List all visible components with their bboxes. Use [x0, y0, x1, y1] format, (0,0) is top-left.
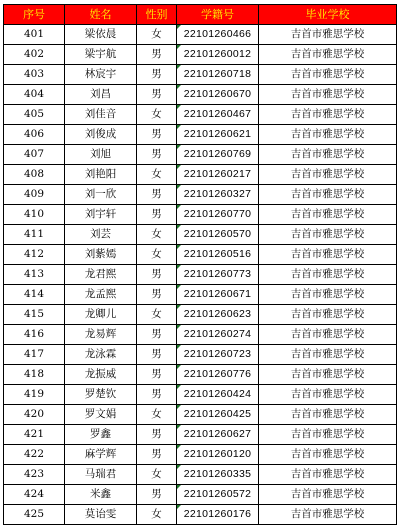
student-roster-table [3, 4, 397, 525]
cell-school: 吉首市雅思学校 [259, 85, 397, 105]
table-row [4, 325, 397, 345]
table-row [4, 305, 397, 325]
cell-gender: 男 [137, 365, 177, 385]
cell-gender: 男 [137, 65, 177, 85]
cell-name: 刘宇轩 [65, 205, 137, 225]
table-row [4, 225, 397, 245]
cell-student-id: 22101260670 [177, 85, 259, 105]
cell-gender: 男 [137, 345, 177, 365]
cell-school: 吉首市雅思学校 [259, 325, 397, 345]
cell-school: 吉首市雅思学校 [259, 505, 397, 525]
header-student-id: 学籍号 [177, 5, 259, 25]
cell-name: 罗楚钦 [65, 385, 137, 405]
cell-student-id: 22101260769 [177, 145, 259, 165]
table-row [4, 345, 397, 365]
cell-student-id: 22101260176 [177, 505, 259, 525]
cell-name: 林宸宇 [65, 65, 137, 85]
cell-seq: 403 [4, 65, 65, 85]
cell-school: 吉首市雅思学校 [259, 105, 397, 125]
cell-seq: 423 [4, 465, 65, 485]
table-row [4, 465, 397, 485]
cell-school: 吉首市雅思学校 [259, 405, 397, 425]
cell-seq: 421 [4, 425, 65, 445]
cell-name: 刘佳音 [65, 105, 137, 125]
cell-school: 吉首市雅思学校 [259, 465, 397, 485]
cell-name: 米鑫 [65, 485, 137, 505]
cell-student-id: 22101260335 [177, 465, 259, 485]
cell-gender: 男 [137, 205, 177, 225]
table-row [4, 505, 397, 525]
cell-seq: 408 [4, 165, 65, 185]
cell-gender: 男 [137, 265, 177, 285]
cell-seq: 418 [4, 365, 65, 385]
cell-name: 龙易辉 [65, 325, 137, 345]
table-row [4, 185, 397, 205]
cell-name: 龙振威 [65, 365, 137, 385]
cell-gender: 女 [137, 465, 177, 485]
cell-name: 刘芸 [65, 225, 137, 245]
cell-student-id: 22101260570 [177, 225, 259, 245]
cell-seq: 410 [4, 205, 65, 225]
cell-gender: 男 [137, 145, 177, 165]
table-row [4, 485, 397, 505]
cell-school: 吉首市雅思学校 [259, 145, 397, 165]
cell-school: 吉首市雅思学校 [259, 205, 397, 225]
table-row [4, 45, 397, 65]
table-row [4, 205, 397, 225]
cell-seq: 422 [4, 445, 65, 465]
cell-seq: 409 [4, 185, 65, 205]
cell-seq: 406 [4, 125, 65, 145]
cell-name: 麻学辉 [65, 445, 137, 465]
cell-seq: 415 [4, 305, 65, 325]
cell-name: 莫诒雯 [65, 505, 137, 525]
cell-school: 吉首市雅思学校 [259, 365, 397, 385]
cell-student-id: 22101260718 [177, 65, 259, 85]
cell-student-id: 22101260467 [177, 105, 259, 125]
cell-student-id: 22101260572 [177, 485, 259, 505]
cell-seq: 417 [4, 345, 65, 365]
cell-seq: 414 [4, 285, 65, 305]
cell-gender: 男 [137, 485, 177, 505]
cell-student-id: 22101260327 [177, 185, 259, 205]
cell-seq: 424 [4, 485, 65, 505]
cell-student-id: 22101260776 [177, 365, 259, 385]
header-gender: 性别 [137, 5, 177, 25]
cell-school: 吉首市雅思学校 [259, 25, 397, 45]
table-row [4, 85, 397, 105]
cell-gender: 女 [137, 505, 177, 525]
cell-seq: 405 [4, 105, 65, 125]
cell-student-id: 22101260425 [177, 405, 259, 425]
table-row [4, 125, 397, 145]
cell-seq: 416 [4, 325, 65, 345]
header-seq: 序号 [4, 5, 65, 25]
cell-student-id: 22101260516 [177, 245, 259, 265]
cell-student-id: 22101260627 [177, 425, 259, 445]
cell-gender: 男 [137, 325, 177, 345]
cell-name: 罗鑫 [65, 425, 137, 445]
cell-seq: 411 [4, 225, 65, 245]
cell-school: 吉首市雅思学校 [259, 385, 397, 405]
header-row [4, 5, 397, 25]
cell-school: 吉首市雅思学校 [259, 265, 397, 285]
table-row [4, 245, 397, 265]
cell-name: 刘一欣 [65, 185, 137, 205]
cell-gender: 男 [137, 425, 177, 445]
cell-school: 吉首市雅思学校 [259, 125, 397, 145]
cell-student-id: 22101260217 [177, 165, 259, 185]
cell-name: 龙泳霖 [65, 345, 137, 365]
cell-school: 吉首市雅思学校 [259, 165, 397, 185]
cell-name: 刘旭 [65, 145, 137, 165]
cell-seq: 413 [4, 265, 65, 285]
header-school: 毕业学校 [259, 5, 397, 25]
cell-gender: 女 [137, 405, 177, 425]
cell-gender: 男 [137, 45, 177, 65]
cell-student-id: 22101260671 [177, 285, 259, 305]
cell-name: 马瑞君 [65, 465, 137, 485]
cell-school: 吉首市雅思学校 [259, 45, 397, 65]
cell-student-id: 22101260770 [177, 205, 259, 225]
cell-student-id: 22101260424 [177, 385, 259, 405]
table-row [4, 145, 397, 165]
cell-school: 吉首市雅思学校 [259, 225, 397, 245]
header-name: 姓名 [65, 5, 137, 25]
cell-school: 吉首市雅思学校 [259, 185, 397, 205]
cell-student-id: 22101260274 [177, 325, 259, 345]
cell-school: 吉首市雅思学校 [259, 485, 397, 505]
cell-seq: 420 [4, 405, 65, 425]
cell-student-id: 22101260012 [177, 45, 259, 65]
cell-gender: 女 [137, 245, 177, 265]
cell-student-id: 22101260466 [177, 25, 259, 45]
cell-name: 梁依晨 [65, 25, 137, 45]
cell-name: 龙卿儿 [65, 305, 137, 325]
cell-gender: 男 [137, 445, 177, 465]
table-row [4, 365, 397, 385]
cell-gender: 男 [137, 285, 177, 305]
cell-name: 龙孟熙 [65, 285, 137, 305]
cell-seq: 412 [4, 245, 65, 265]
cell-school: 吉首市雅思学校 [259, 65, 397, 85]
cell-gender: 男 [137, 385, 177, 405]
cell-school: 吉首市雅思学校 [259, 305, 397, 325]
cell-school: 吉首市雅思学校 [259, 425, 397, 445]
table-row [4, 385, 397, 405]
cell-name: 刘昌 [65, 85, 137, 105]
cell-gender: 女 [137, 25, 177, 45]
cell-student-id: 22101260623 [177, 305, 259, 325]
cell-school: 吉首市雅思学校 [259, 245, 397, 265]
cell-seq: 404 [4, 85, 65, 105]
cell-seq: 425 [4, 505, 65, 525]
cell-seq: 407 [4, 145, 65, 165]
table-row [4, 285, 397, 305]
table-row [4, 105, 397, 125]
roster-body [4, 25, 397, 525]
cell-gender: 女 [137, 305, 177, 325]
cell-name: 刘艳阳 [65, 165, 137, 185]
cell-name: 梁宇航 [65, 45, 137, 65]
table-row [4, 445, 397, 465]
cell-school: 吉首市雅思学校 [259, 285, 397, 305]
table-row [4, 65, 397, 85]
cell-school: 吉首市雅思学校 [259, 445, 397, 465]
cell-student-id: 22101260621 [177, 125, 259, 145]
table-row [4, 425, 397, 445]
cell-gender: 男 [137, 125, 177, 145]
cell-name: 罗文娟 [65, 405, 137, 425]
cell-seq: 402 [4, 45, 65, 65]
cell-school: 吉首市雅思学校 [259, 345, 397, 365]
cell-seq: 419 [4, 385, 65, 405]
cell-student-id: 22101260773 [177, 265, 259, 285]
cell-student-id: 22101260723 [177, 345, 259, 365]
cell-name: 刘紫嫣 [65, 245, 137, 265]
table-row [4, 265, 397, 285]
cell-gender: 男 [137, 85, 177, 105]
cell-gender: 女 [137, 105, 177, 125]
cell-name: 刘俊成 [65, 125, 137, 145]
cell-name: 龙君熙 [65, 265, 137, 285]
cell-student-id: 22101260120 [177, 445, 259, 465]
table-row [4, 405, 397, 425]
table-row [4, 165, 397, 185]
cell-gender: 女 [137, 225, 177, 245]
table-row [4, 25, 397, 45]
cell-gender: 女 [137, 165, 177, 185]
cell-seq: 401 [4, 25, 65, 45]
cell-gender: 男 [137, 185, 177, 205]
